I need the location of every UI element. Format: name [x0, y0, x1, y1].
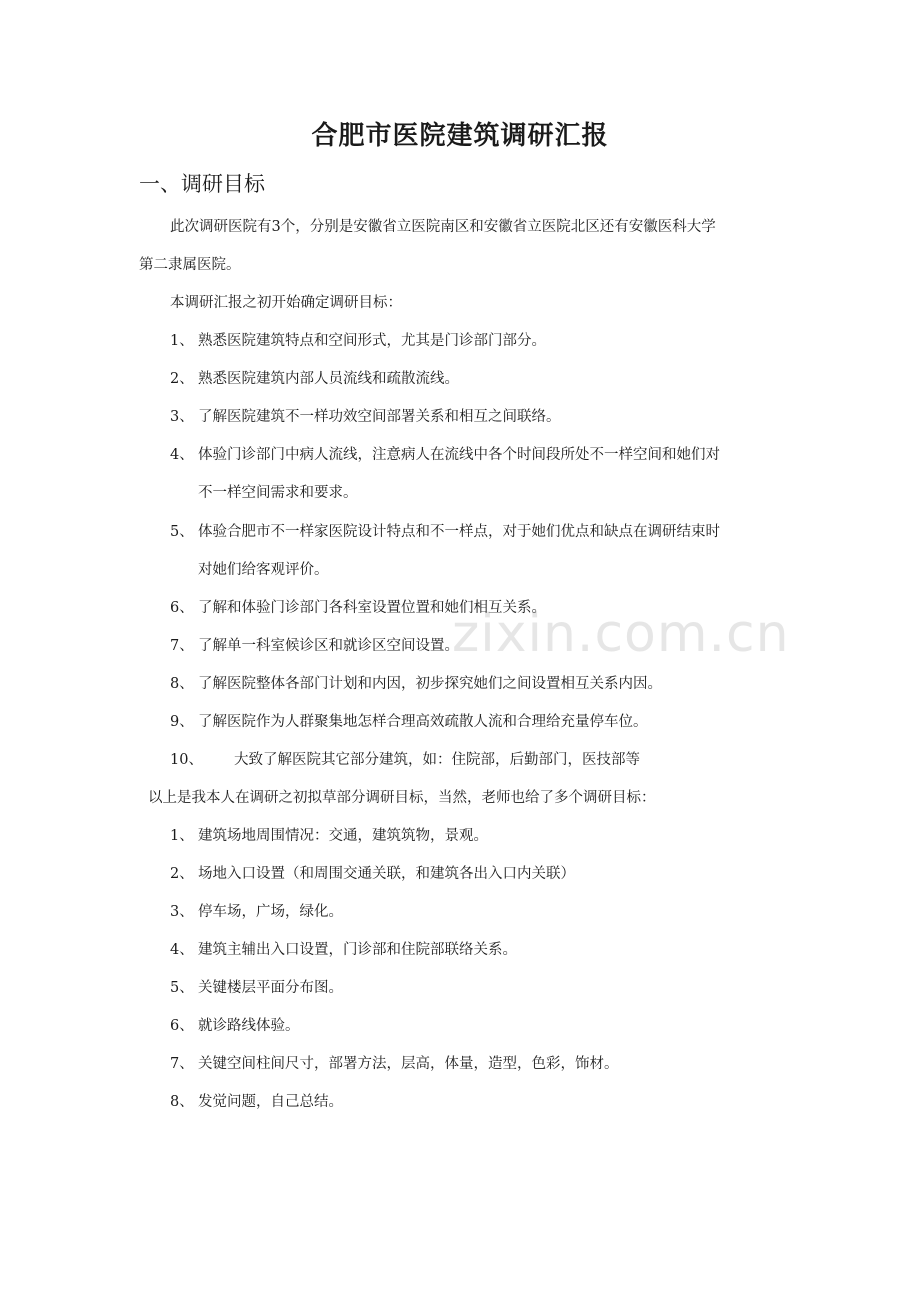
intro-paragraph-line: 此次调研医院有3个，分别是安徽省立医院南区和安徽省立医院北区还有安徽医科大学 [170, 219, 716, 235]
list-item-number: 7、 [170, 638, 194, 654]
list-item-number: 1、 [170, 333, 194, 349]
list-item [170, 825, 488, 847]
list-item-text: 体验合肥市不一样家医院设计特点和不一样点，对于她们优点和缺点在调研结束时 [198, 524, 720, 540]
list-item [170, 444, 720, 466]
list-item-number: 2、 [170, 866, 194, 882]
list-item-text: 体验门诊部门中病人流线，注意病人在流线中各个时间段所处不一样空间和她们对 [198, 447, 720, 463]
goals-intro: 本调研汇报之初开始确定调研目标： [170, 295, 402, 311]
list-item [170, 406, 561, 428]
list-item [170, 673, 662, 695]
list-item-number: 5、 [170, 980, 194, 996]
teacher-goals-intro: 以上是我本人在调研之初拟草部分调研目标，当然，老师也给了多个调研目标： [148, 790, 656, 806]
list-item-number: 3、 [170, 904, 194, 920]
list-item-continuation: 对她们给客观评价。 [198, 562, 329, 578]
list-item-text: 停车场，广场，绿化。 [198, 904, 343, 920]
list-item-number: 9、 [170, 714, 194, 730]
list-item [170, 901, 343, 923]
list-item-text: 了解单一科室候诊区和就诊区空间设置。 [198, 638, 459, 654]
list-item-number: 2、 [170, 371, 194, 387]
list-item-number: 6、 [170, 600, 194, 616]
watermark: zixin.com.cn [452, 604, 790, 664]
list-item-number: 4、 [170, 447, 194, 463]
list-item-text: 发觉问题，自己总结。 [198, 1094, 343, 1110]
document-title: 合肥市医院建筑调研汇报 [311, 121, 609, 151]
list-item [170, 368, 459, 390]
intro-paragraph-line: 第二隶属医院。 [139, 257, 241, 273]
list-item-text: 熟悉医院建筑特点和空间形式，尤其是门诊部门部分。 [198, 333, 546, 349]
list-item [170, 977, 343, 999]
list-item [170, 749, 640, 771]
list-item [170, 597, 546, 619]
list-item [170, 939, 517, 961]
list-item-text: 大致了解医院其它部分建筑，如：住院部，后勤部门，医技部等 [234, 752, 640, 768]
list-item-number: 6、 [170, 1018, 194, 1034]
list-item-number: 1、 [170, 828, 194, 844]
list-item-text: 关键楼层平面分布图。 [198, 980, 343, 996]
list-item-text: 建筑场地周围情况：交通，建筑筑物，景观。 [198, 828, 488, 844]
list-item-number: 5、 [170, 524, 194, 540]
list-item [170, 330, 546, 352]
list-item-number: 3、 [170, 409, 194, 425]
list-item-text: 场地入口设置（和周围交通关联，和建筑各出入口内关联） [198, 866, 575, 882]
list-item [170, 1015, 300, 1037]
list-item [170, 1053, 619, 1075]
list-item-continuation: 不一样空间需求和要求。 [198, 485, 358, 501]
list-item [170, 863, 575, 885]
list-item-number: 4、 [170, 942, 194, 958]
list-item [170, 711, 648, 733]
list-item [170, 635, 459, 657]
list-item [170, 521, 720, 543]
list-item-number: 8、 [170, 1094, 194, 1110]
list-item-text: 就诊路线体验。 [198, 1018, 300, 1034]
section-heading: 一、调研目标 [139, 172, 265, 196]
list-item-text: 了解医院整体各部门计划和内因，初步探究她们之间设置相互关系内因。 [198, 676, 662, 692]
list-item [170, 1091, 343, 1113]
list-item-text: 关键空间柱间尺寸，部署方法，层高，体量，造型，色彩，饰材。 [198, 1056, 619, 1072]
list-item-text: 建筑主辅出入口设置，门诊部和住院部联络关系。 [198, 942, 517, 958]
list-item-text: 熟悉医院建筑内部人员流线和疏散流线。 [198, 371, 459, 387]
list-item-text: 了解医院建筑不一样功效空间部署关系和相互之间联络。 [198, 409, 561, 425]
list-item-number: 7、 [170, 1056, 194, 1072]
list-item-text: 了解和体验门诊部门各科室设置位置和她们相互关系。 [198, 600, 546, 616]
list-item-text: 了解医院作为人群聚集地怎样合理高效疏散人流和合理给充量停车位。 [198, 714, 648, 730]
list-item-number: 10、 [170, 752, 203, 768]
list-item-number: 8、 [170, 676, 194, 692]
